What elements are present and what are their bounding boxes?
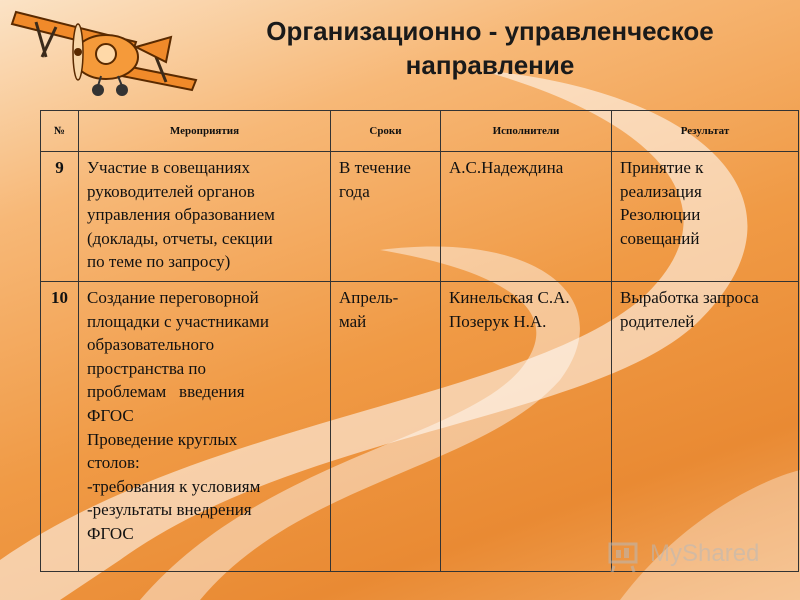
executor-line: Кинельская С.А. bbox=[449, 288, 570, 307]
header-events: Мероприятия bbox=[79, 111, 331, 152]
event-line: -требования к условиям bbox=[87, 476, 261, 496]
title-line-1: Организационно - управленческое bbox=[266, 16, 714, 46]
table-row bbox=[41, 282, 799, 572]
row-number: 10 bbox=[41, 282, 79, 572]
event-line: руководителей органов bbox=[87, 181, 255, 201]
row-result bbox=[612, 282, 799, 572]
event-line: Создание переговорной bbox=[87, 288, 259, 307]
executor-line: Позерук Н.А. bbox=[449, 311, 547, 331]
events-table bbox=[40, 110, 799, 572]
row-event bbox=[79, 282, 331, 572]
event-line: пространства по bbox=[87, 358, 207, 378]
term-line: Апрель- bbox=[339, 288, 399, 307]
event-line: Проведение круглых bbox=[87, 429, 238, 449]
executor-line: А.С.Надеждина bbox=[449, 158, 564, 177]
table-row bbox=[41, 152, 799, 282]
header-executors: Исполнители bbox=[441, 111, 612, 152]
result-line: совещаний bbox=[620, 228, 700, 248]
result-line: Резолюции bbox=[620, 205, 701, 225]
event-line: столов: bbox=[87, 453, 140, 473]
row-term bbox=[331, 152, 441, 282]
term-line: В течение bbox=[339, 158, 411, 177]
watermark-text: MyShared bbox=[650, 540, 760, 567]
event-line: Участие в совещаниях bbox=[87, 158, 250, 177]
term-line: года bbox=[339, 181, 370, 201]
event-line: -результаты внедрения bbox=[87, 500, 252, 520]
airplane-icon bbox=[6, 2, 206, 102]
title-line-2: направление bbox=[405, 50, 575, 80]
result-line: Выработка запроса bbox=[620, 288, 759, 307]
event-line: проблемам введения bbox=[87, 382, 245, 402]
event-line: ФГОС bbox=[87, 523, 134, 543]
myshared-logo-icon bbox=[606, 536, 646, 576]
row-executors bbox=[441, 282, 612, 572]
row-result bbox=[612, 152, 799, 282]
event-line: ФГОС bbox=[87, 405, 134, 425]
result-line: реализация bbox=[620, 181, 702, 201]
event-line: по теме по запросу) bbox=[87, 252, 231, 272]
myshared-watermark bbox=[606, 536, 766, 576]
header-result: Результат bbox=[612, 111, 799, 152]
row-executors bbox=[441, 152, 612, 282]
row-event bbox=[79, 152, 331, 282]
event-line: образовательного bbox=[87, 335, 215, 355]
row-number: 9 bbox=[41, 152, 79, 282]
header-number: № bbox=[41, 111, 79, 152]
result-line: родителей bbox=[620, 311, 695, 331]
event-line: управления образованием bbox=[87, 205, 275, 225]
table-header-row bbox=[41, 111, 799, 152]
result-line: Принятие к bbox=[620, 158, 704, 177]
header-terms: Сроки bbox=[331, 111, 441, 152]
event-line: площадки с участниками bbox=[87, 311, 269, 331]
row-term bbox=[331, 282, 441, 572]
term-line: май bbox=[339, 311, 367, 331]
event-line: (доклады, отчеты, секции bbox=[87, 228, 273, 248]
slide-title bbox=[200, 14, 780, 82]
